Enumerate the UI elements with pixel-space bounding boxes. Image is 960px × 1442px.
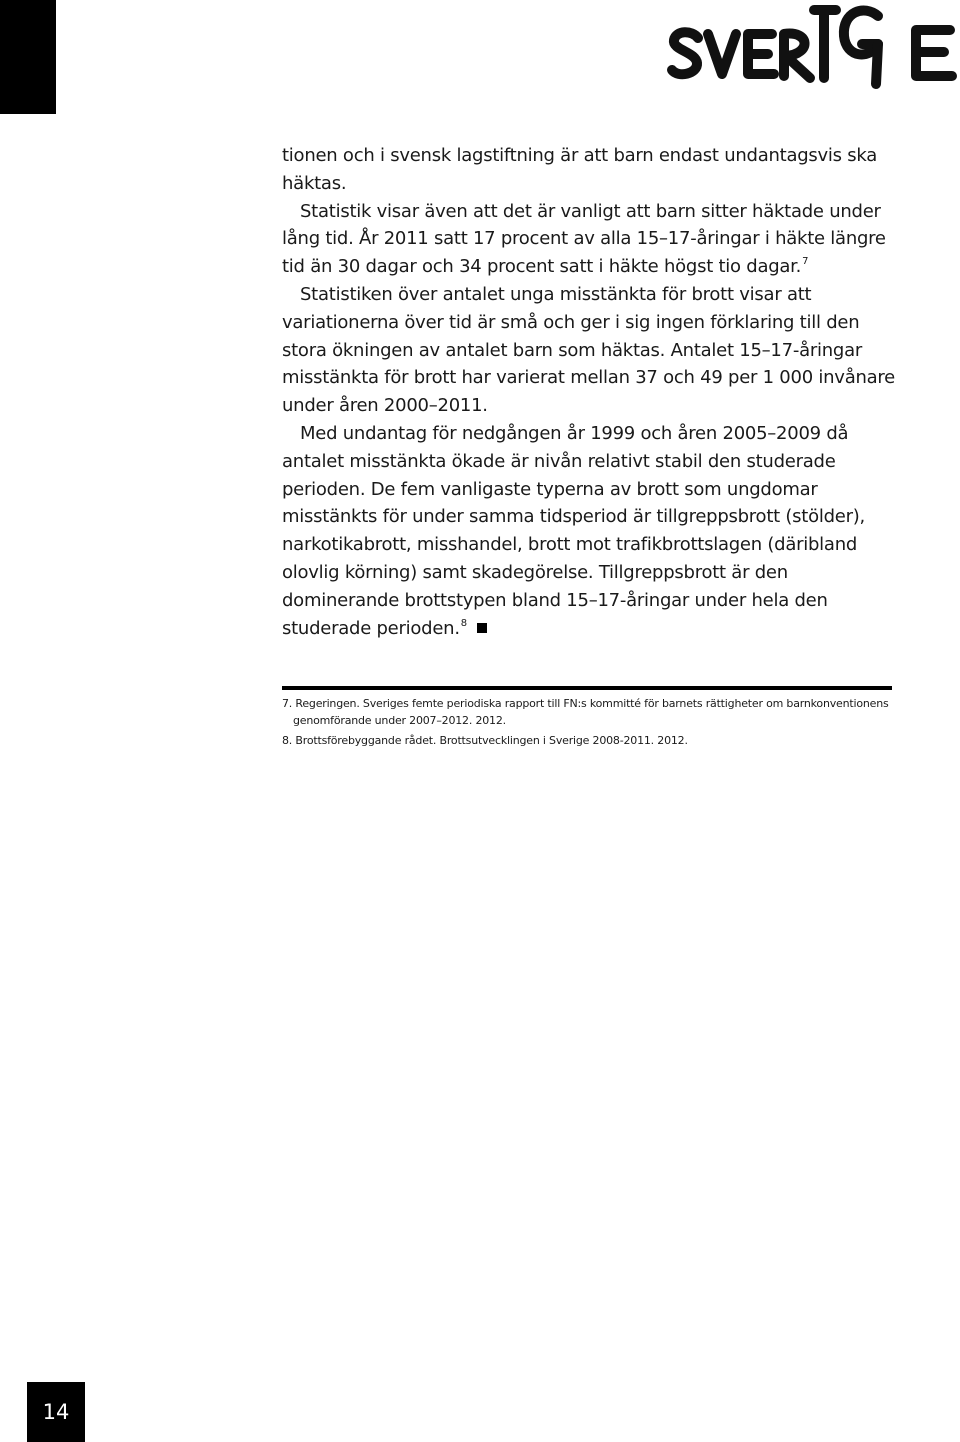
page-number <box>27 1382 85 1442</box>
footnotes <box>282 695 892 749</box>
footnote-8: 8. Brottsförebyggande rådet. Brottsutvecklingen i Sverige 2008-2011. 2012. <box>282 734 688 747</box>
sverige-logo <box>664 0 960 96</box>
sverige-logo-graphic <box>664 0 960 96</box>
paragraph-3 <box>282 281 898 420</box>
footnote-7: 7. Regeringen. Sveriges femte periodiska rapport till FN:s kommitté för barnets rättigheter om barnkonventionens genomförande under 2007–2012. 2012. <box>282 697 889 727</box>
paragraph-2 <box>282 198 898 281</box>
end-of-article-square-icon <box>477 623 487 633</box>
paragraph-4-text: Med undantag för nedgången år 1999 och åren 2005–2009 då antalet misstänkta ökade är nivån relativt stabil den studerade perioden. De fem vanligaste typerna av brott som ungdomar misstänkts för under samma tidsperiod är tillgreppsbrott (stölder), narkotikabrott, misshandel, brott mot trafikbrottslagen (däribland olovlig körning) samt skadegörelse. Tillgreppsbrott är den dominerande brottstypen bland 15–17-åringar under hela den studerade perioden. <box>282 422 866 639</box>
footnote-ref-8[interactable]: 8 <box>460 617 467 629</box>
footnote-ref-7[interactable]: 7 <box>802 256 809 268</box>
article-body <box>282 142 898 642</box>
paragraph-4 <box>282 420 898 642</box>
paragraph-1-text: tionen och i svensk lagstiftning är att barn endast undantagsvis ska häktas. <box>282 145 878 194</box>
corner-block <box>0 0 56 114</box>
paragraph-3-text: Statistiken över antalet unga misstänkta för brott visar att variationerna över tid är små och ger i sig ingen förklaring till den stora ökningen av antalet barn som häktas. Antalet 15–17-åringar misstänkta för brott har varierat mellan 37 och 49 per 1 000 invånare under åren 2000–2011. <box>282 283 895 417</box>
page-number-text: 14 <box>42 1400 70 1424</box>
paragraph-1 <box>282 142 898 198</box>
footnote-divider <box>282 686 892 690</box>
logo-text <box>664 96 665 97</box>
paragraph-2-text: Statistik visar även att det är vanligt att barn sitter häktade under lång tid. År 2011 satt 17 procent av alla 15–17-åringar i häkte längre tid än 30 dagar och 34 procent satt i häkte högst tio dagar. <box>282 200 886 278</box>
